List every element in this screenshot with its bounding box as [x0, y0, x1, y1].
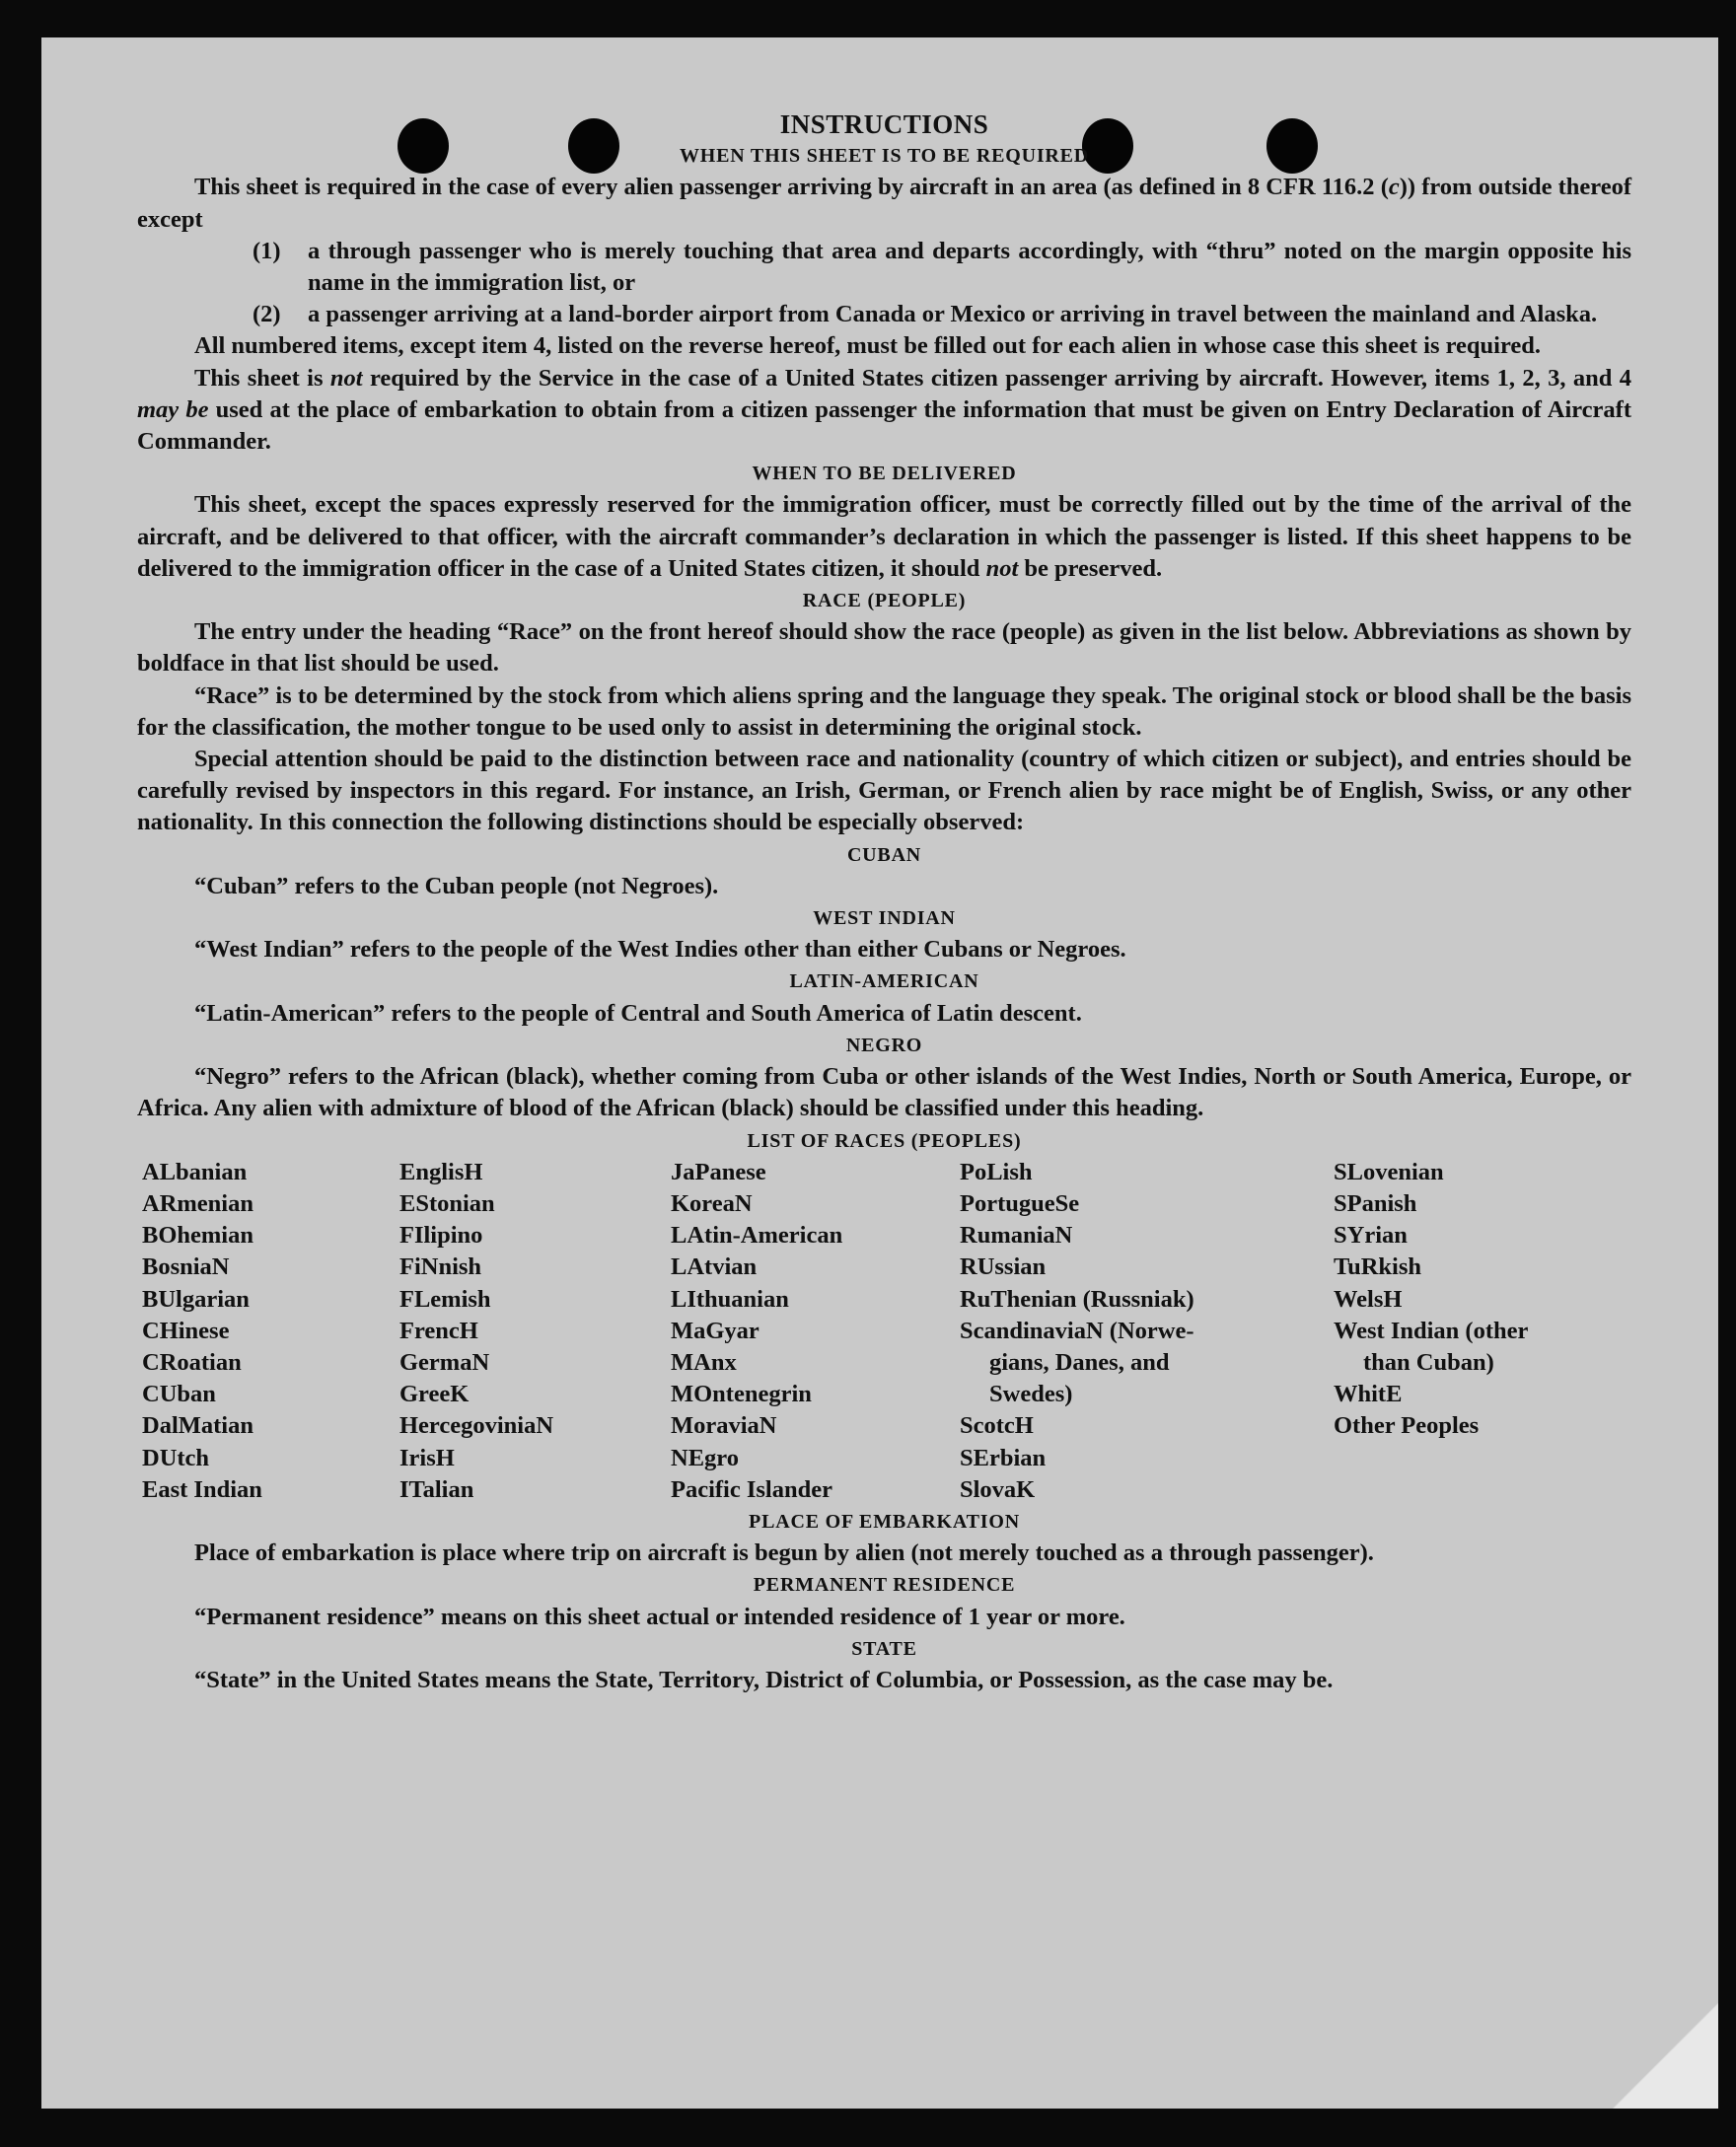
item-number: (2): [253, 301, 281, 328]
race-item: SlovaK: [960, 1475, 1036, 1503]
text-segment: “Race” is to be determined by the stock from which aliens spring and the language they speak. The original stock or blood shall be the basis for the classification, the mother tongue to be used only to assist in determining the original stock.: [137, 681, 1631, 741]
race-item: ALbanian: [142, 1158, 248, 1185]
race-item: WelsH: [1334, 1285, 1403, 1313]
page-corner-fold: [1610, 1980, 1718, 2109]
paragraph: [137, 1538, 1631, 1569]
text-segment: “Cuban” refers to the Cuban people (not Negroes).: [194, 872, 719, 899]
text-segment: “West Indian” refers to the people of the West Indies other than either Cubans or Negroes.: [194, 936, 1126, 964]
race-item: RuThenian (Russniak): [960, 1285, 1194, 1313]
section-heading: PERMANENT RESIDENCE: [753, 1574, 1016, 1597]
race-item: EStonian: [399, 1189, 495, 1217]
race-item: MAnx: [671, 1348, 737, 1376]
paragraph: [137, 1665, 1631, 1696]
document-page: [41, 37, 1718, 2109]
page-title: INSTRUCTIONS: [779, 109, 989, 139]
race-item: JaPanese: [671, 1158, 766, 1185]
section-heading: LATIN-AMERICAN: [789, 970, 979, 993]
race-item: CRoatian: [142, 1348, 242, 1376]
paragraph: [137, 680, 1631, 744]
sections-after: [137, 1506, 1631, 1696]
race-item: SErbian: [960, 1444, 1047, 1471]
race-item: FIlipino: [399, 1222, 483, 1250]
italic-text: c: [1388, 174, 1400, 201]
numbered-item: [137, 236, 1631, 299]
italic-text: not: [985, 554, 1019, 582]
text-segment: “Negro” refers to the African (black), whether coming from Cuba or other islands of the West Indies, North or South America, Europe, or Africa. Any alien with admixture of blood of the African (black) should be classified under this heading.: [137, 1063, 1631, 1122]
item-number: (1): [253, 237, 281, 264]
race-column: [1334, 1157, 1600, 1506]
paragraph: [137, 934, 1631, 966]
race-item: ARmenian: [142, 1189, 253, 1217]
text-segment: a passenger arriving at a land-border airport from Canada or Mexico or arriving in travel between the mainland and Alaska.: [308, 301, 1598, 328]
text-segment: This sheet, except the spaces expressly reserved for the immigration officer, must be correctly filled out by the time of the arrival of the aircraft, and be delivered to that officer, with the aircraft commander’s declaration in which the passenger is listed. If this sheet happens to be delivered to the immigration officer in the case of a United States citizen, it should: [137, 491, 1631, 582]
race-item: than Cuban): [1363, 1348, 1494, 1376]
race-item: TuRkish: [1334, 1253, 1422, 1281]
race-item: CUban: [142, 1381, 216, 1408]
race-item: ScandinaviaN (Norwe-: [960, 1317, 1194, 1344]
paragraph: [137, 616, 1631, 680]
race-item: Swedes): [989, 1381, 1073, 1408]
race-item: PoLish: [960, 1158, 1033, 1185]
race-item: MoraviaN: [671, 1412, 777, 1440]
numbered-item: [137, 299, 1631, 330]
instructions-content: [137, 108, 1631, 1696]
text-segment: a through passenger who is merely touching that area and departs accordingly, with “thru” noted on the margin opposite his name in the immigration list, or: [308, 237, 1631, 297]
paragraph: [137, 330, 1631, 362]
race-item: LIthuanian: [671, 1285, 789, 1313]
race-column: [671, 1157, 960, 1506]
race-item: BosniaN: [142, 1253, 230, 1281]
race-item: Pacific Islander: [671, 1475, 832, 1503]
text-segment: Special attention should be paid to the distinction between race and nationality (country of which citizen or subject), and entries should be carefully revised by inspectors in this regard. For instance, an Irish, German, or French alien by race might be of English, Swiss, or any other nationality. In this connection the following distinctions should be especially observed:: [137, 746, 1631, 836]
race-item: SPanish: [1334, 1189, 1417, 1217]
paragraph: [137, 1602, 1631, 1633]
race-item: IrisH: [399, 1444, 455, 1471]
section-heading: WEST INDIAN: [813, 907, 956, 930]
text-segment: Place of embarkation is place where trip on aircraft is begun by alien (not merely touched as a through passenger).: [194, 1539, 1374, 1567]
race-item: FLemish: [399, 1285, 491, 1313]
text-segment: This sheet is: [194, 364, 330, 392]
race-column: [142, 1157, 399, 1506]
text-segment: The entry under the heading “Race” on the front hereof should show the race (people) as given in the list below. Abbreviations as shown by boldface in that list should be used.: [137, 618, 1631, 678]
text-segment: )) from outside thereof except: [137, 174, 1631, 233]
race-item: RUssian: [960, 1253, 1047, 1281]
race-item: GermaN: [399, 1348, 490, 1376]
section-heading: NEGRO: [845, 1034, 923, 1056]
race-item: BOhemian: [142, 1222, 253, 1250]
race-item: SLovenian: [1334, 1158, 1444, 1185]
race-item: FrencH: [399, 1317, 478, 1344]
race-item: ScotcH: [960, 1412, 1034, 1440]
race-column: [399, 1157, 671, 1506]
race-item: ITalian: [399, 1475, 474, 1503]
race-item: CHinese: [142, 1317, 230, 1344]
paragraph: [137, 172, 1631, 235]
text-segment: required by the Service in the case of a United States citizen passenger arriving by aircraft. However, items 1, 2, 3, and 4: [362, 364, 1632, 392]
section-heading: STATE: [851, 1637, 917, 1660]
text-segment: All numbered items, except item 4, listed on the reverse hereof, must be filled out for each alien in whose case this sheet is required.: [194, 332, 1542, 360]
race-item: WhitE: [1334, 1381, 1403, 1408]
race-item: East Indian: [142, 1475, 262, 1503]
text-segment: “Permanent residence” means on this sheet actual or intended residence of 1 year or more.: [194, 1603, 1125, 1630]
text-segment: This sheet is required in the case of every alien passenger arriving by aircraft in an area (as defined in 8 CFR 116.2 (: [194, 174, 1389, 201]
race-item: EnglisH: [399, 1158, 483, 1185]
paragraph: [137, 744, 1631, 839]
race-item: LAtin-American: [671, 1222, 843, 1250]
race-item: DUtch: [142, 1444, 210, 1471]
race-item: gians, Danes, and: [989, 1348, 1170, 1376]
race-item: LAtvian: [671, 1253, 758, 1281]
race-item: West Indian (other: [1334, 1317, 1529, 1344]
race-item: FiNnish: [399, 1253, 482, 1281]
section-heading: PLACE OF EMBARKATION: [749, 1510, 1020, 1533]
race-list: [142, 1157, 1631, 1506]
paragraph: [137, 998, 1631, 1030]
paragraph: [137, 489, 1631, 585]
race-item: GreeK: [399, 1381, 470, 1408]
race-item: MaGyar: [671, 1317, 760, 1344]
paragraph: [137, 871, 1631, 902]
race-item: PortugueSe: [960, 1189, 1080, 1217]
paragraph: [137, 363, 1631, 459]
race-item: DalMatian: [142, 1412, 253, 1440]
text-segment: “Latin-American” refers to the people of Central and South America of Latin descent.: [194, 999, 1082, 1027]
race-item: NEgro: [671, 1444, 739, 1471]
text-segment: be preserved.: [1018, 554, 1163, 582]
paragraph: [137, 1061, 1631, 1124]
race-column: [960, 1157, 1334, 1506]
italic-text: not: [329, 364, 363, 392]
section-heading: WHEN TO BE DELIVERED: [752, 463, 1017, 485]
race-item: RumaniaN: [960, 1222, 1073, 1250]
section-heading: WHEN THIS SHEET IS TO BE REQUIRED: [679, 145, 1090, 168]
race-item: KoreaN: [671, 1189, 753, 1217]
section-heading: RACE (PEOPLE): [802, 590, 967, 612]
section-heading: CUBAN: [846, 843, 922, 866]
race-item: BUlgarian: [142, 1285, 250, 1313]
race-item: Other Peoples: [1334, 1412, 1480, 1440]
race-item: MOntenegrin: [671, 1381, 812, 1408]
italic-text: may be: [137, 395, 209, 423]
race-item: HercegoviniaN: [399, 1412, 554, 1440]
races-heading: LIST OF RACES (PEOPLES): [747, 1129, 1022, 1152]
sections: [137, 140, 1631, 1124]
race-item: SYrian: [1334, 1222, 1408, 1250]
text-segment: used at the place of embarkation to obtain from a citizen passenger the information that must be given on Entry Declaration of Aircraft Commander.: [137, 395, 1631, 456]
text-segment: “State” in the United States means the State, Territory, District of Columbia, or Possession, as the case may be.: [194, 1666, 1334, 1693]
